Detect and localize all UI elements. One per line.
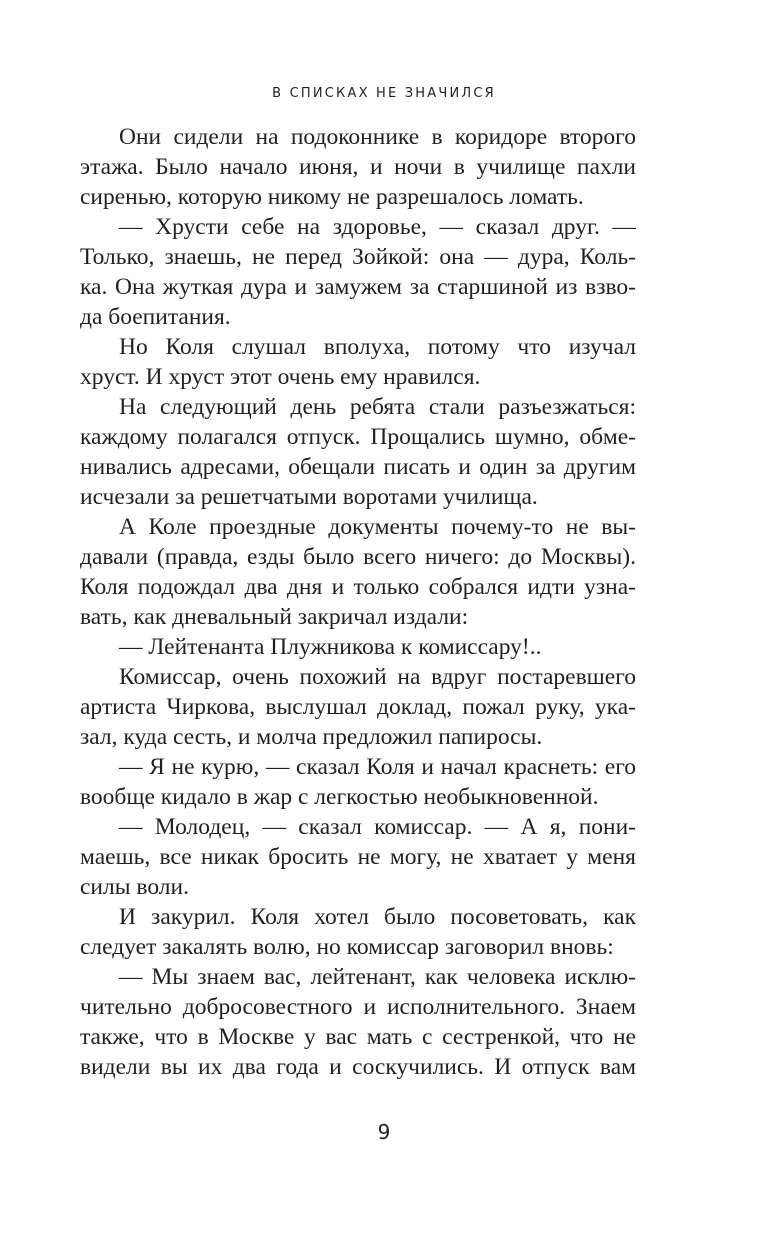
text-line: нивались адресами, обещали писать и один за другим xyxy=(80,454,636,480)
text-line: чительно добросовестного и исполнительного. Знаем xyxy=(80,994,636,1020)
paragraph xyxy=(80,392,636,512)
text-line: давали (правда, езды было всего ничего: до Москвы). xyxy=(80,544,636,570)
paragraph xyxy=(80,512,636,632)
text-line: Только, знаешь, не перед Зойкой: она — дура, Коль- xyxy=(80,244,636,270)
paragraph xyxy=(80,902,636,962)
text-line: Коля подождал два дня и только собрался идти узна- xyxy=(80,574,636,600)
text-line: да боепитания. xyxy=(80,304,231,330)
text-line: каждому полагался отпуск. Прощались шумно, обме- xyxy=(80,424,636,450)
text-line: следует закалять волю, но комиссар заговорил вновь: xyxy=(80,934,614,960)
text-line: На следующий день ребята стали разъезжаться: xyxy=(119,394,636,420)
text-line: сиренью, которую никому не разрешалось ломать. xyxy=(80,184,584,210)
text-line: вать, как дневальный закричал издали: xyxy=(80,604,469,630)
paragraph xyxy=(80,332,636,392)
paragraph xyxy=(80,632,636,662)
text-line: Они сидели на подоконнике в коридоре второго xyxy=(119,124,636,150)
paragraph xyxy=(80,812,636,902)
text-line: — Молодец, — сказал комиссар. — А я, пони- xyxy=(119,814,636,840)
text-line: — Мы знаем вас, лейтенант, как человека исклю- xyxy=(119,964,636,990)
page-number: 9 xyxy=(377,1120,391,1144)
paragraph xyxy=(80,212,636,332)
text-line: зал, куда сесть, и молча предложил папиросы. xyxy=(80,724,543,750)
text-line: Комиссар, очень похожий на вдруг постаревшего xyxy=(119,664,636,690)
text-line: силы воли. xyxy=(80,874,189,900)
paragraph xyxy=(80,122,636,212)
text-line: Но Коля слушал вполуха, потому что изучал xyxy=(119,334,636,360)
text-line: ка. Она жуткая дура и замужем за старшиной из взво- xyxy=(80,274,636,300)
page-body-text xyxy=(80,122,636,1082)
paragraph xyxy=(80,662,636,752)
text-line: этажа. Было начало июня, и ночи в училище пахли xyxy=(80,154,636,180)
text-line: также, что в Москве у вас мать с сестренкой, что не xyxy=(80,1024,636,1050)
text-line: — Хрусти себе на здоровье, — сказал друг. — xyxy=(119,214,636,240)
text-line: артиста Чиркова, выслушал доклад, пожал руку, ука- xyxy=(80,694,636,720)
text-line: А Коле проездные документы почему-то не вы- xyxy=(119,514,636,540)
text-line: видели вы их два года и соскучились. И отпуск вам xyxy=(80,1054,636,1080)
text-line: хруст. И хруст этот очень ему нравился. xyxy=(80,364,481,390)
text-line: — Лейтенанта Плужникова к комиссару!.. xyxy=(119,634,542,660)
text-line: исчезали за решетчатыми воротами училища. xyxy=(80,484,538,510)
text-line: вообще кидало в жар с легкостью необыкновенной. xyxy=(80,784,599,810)
text-line: маешь, все никак бросить не могу, не хватает у меня xyxy=(80,844,636,870)
paragraph xyxy=(80,752,636,812)
running-title: В СПИСКАХ НЕ ЗНАЧИЛСЯ xyxy=(272,86,496,101)
text-line: И закурил. Коля хотел было посоветовать, как xyxy=(119,904,636,930)
text-line: — Я не курю, — сказал Коля и начал краснеть: его xyxy=(119,754,636,780)
paragraph xyxy=(80,962,636,1082)
